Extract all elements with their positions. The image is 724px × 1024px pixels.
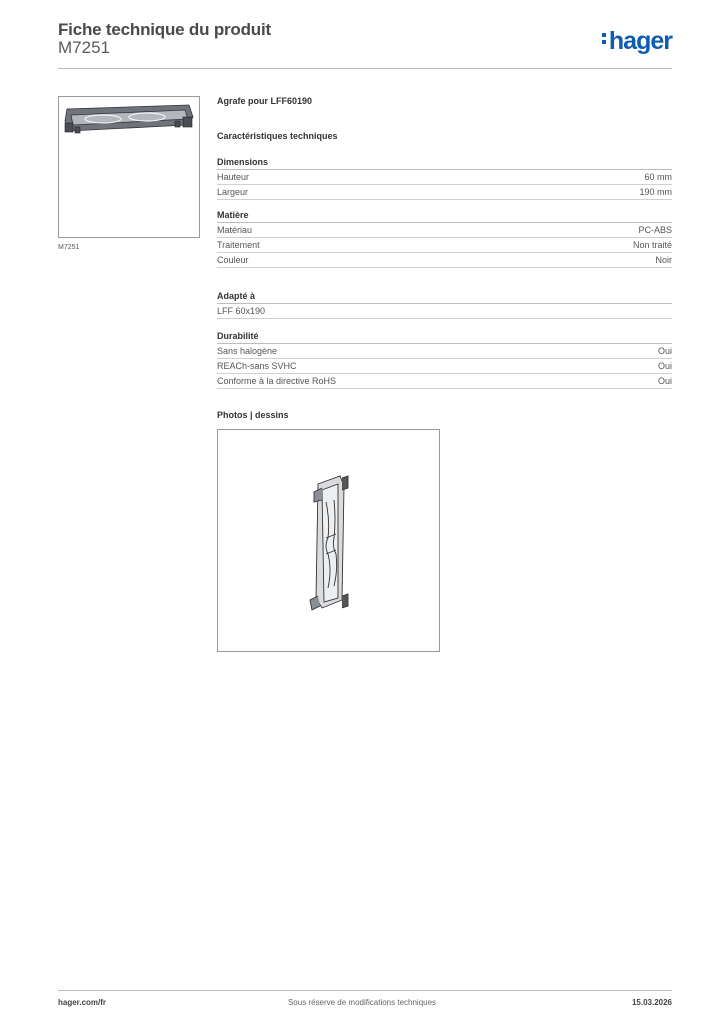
section-title: Durabilité: [217, 329, 672, 344]
spec-row: [217, 238, 672, 253]
header-divider: [58, 68, 672, 69]
spec-row: [217, 223, 672, 238]
spec-row: [217, 359, 672, 374]
footer-date: 15.03.2026: [631, 998, 672, 1007]
thumbnail-caption: M7251: [58, 244, 80, 251]
page-title: Fiche technique du produit: [58, 20, 271, 39]
hager-logo[interactable]: [602, 27, 672, 56]
spec-value: Noir: [655, 255, 672, 265]
spec-value: 190 mm: [639, 187, 672, 197]
spec-row: [217, 304, 672, 319]
spec-value: PC-ABS: [638, 225, 672, 235]
section-material: [217, 208, 672, 268]
product-thumbnail: [58, 96, 200, 238]
section-title: Dimensions: [217, 155, 672, 170]
section-title: Matière: [217, 208, 672, 223]
spec-row: [217, 253, 672, 268]
tech-characteristics-title: Caractéristiques techniques: [217, 131, 338, 141]
spec-value: Oui: [657, 361, 672, 371]
footer-disclaimer: Sous réserve de modifications techniques: [287, 998, 437, 1007]
spec-label: REACh-sans SVHC: [217, 361, 297, 371]
spec-row: [217, 185, 672, 200]
section-dimensions: [217, 155, 672, 200]
spec-value: Non traité: [632, 240, 672, 250]
spec-label: Couleur: [217, 255, 249, 265]
spec-row: [217, 374, 672, 389]
product-reference: M7251: [58, 38, 110, 57]
spec-value: Oui: [657, 346, 672, 356]
spec-label: Conforme à la directive RoHS: [217, 376, 337, 386]
logo-dots-icon: [602, 30, 607, 47]
product-drawing: [217, 429, 440, 652]
section-compatible: [217, 289, 672, 319]
product-name: Agrafe pour LFF60190: [217, 96, 313, 106]
clip-drawing-image: [218, 430, 439, 651]
spec-value: 60 mm: [644, 172, 672, 182]
spec-value: Oui: [657, 376, 672, 386]
photos-title: Photos | dessins: [217, 410, 289, 420]
footer-divider: [58, 990, 672, 991]
spec-row: [217, 170, 672, 185]
clip-product-image: [59, 97, 199, 237]
spec-row: [217, 344, 672, 359]
spec-label: Sans halogène: [217, 346, 278, 356]
spec-label: LFF 60x190: [217, 306, 266, 316]
spec-label: Traitement: [217, 240, 260, 250]
footer-website-link[interactable]: hager.com/fr: [58, 998, 107, 1007]
spec-label: Matériau: [217, 225, 253, 235]
section-sustainability: [217, 329, 672, 389]
logo-text: hager: [608, 27, 672, 55]
spec-label: Largeur: [217, 187, 249, 197]
section-title: Adapté à: [217, 289, 672, 304]
spec-label: Hauteur: [217, 172, 250, 182]
